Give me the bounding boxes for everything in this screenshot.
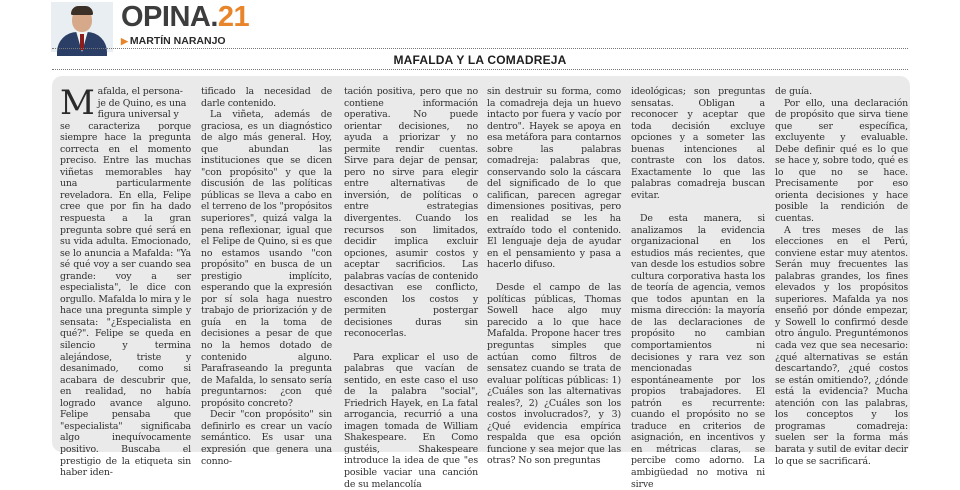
column-paragraph: La viñeta, además de graciosa, es un diagnóstico de algo más general. Hoy, que abundan las instituciones que se dicen "con propósito" y que la discusión de las políticas públicas se lleva a cabo en el terreno de los "propósitos superiores", quizá valga la pena reflexionar, igual que el Felipe de Quino, si es que no estamos usando "con propósito" en busca de un prestigio implícito, esperando que la expresión por sí sola haga nuestro trabajo de priorización y de guía en la toma de decisiones a pesar de que no la hemos dotado de contenido alguno. Parafraseando la pregunta de Mafalda, lo sensato sería preguntarnos: ¿con qué propósito concreto? [201,109,332,409]
column-paragraph: tación positiva, pero que no contiene información operativa. No puede orientar decisiones, no ayuda a priorizar y no permite rendir cuentas. Sirve para dejar de pensar, pero no sirve para elegir entre alternativas de inversión, de políticas o entre estrategias divergentes. Cuando los recursos son limitados, decidir implica excluir opciones, asumir costos y aceptar sacrificios. Las palabras vacías de contenido desactivan ese conflicto, esconden los costos y permiten postergar decisiones duras sin reconocerlas. [344,86,478,340]
section-logo-number: 21 [217,1,250,33]
drop-cap: M [60,83,95,123]
section-logo-word: OPINA [121,1,211,33]
article-column-1 [60,83,191,479]
column-paragraph: Decir "con propósito" sin definirlo es crear un vacío semántico. Es usar una expresión que genera una conno- [201,409,332,467]
author-byline [121,34,226,48]
article-column-6 [775,86,908,467]
author-name: MARTÍN NARANJO [129,35,226,47]
column-paragraph: Desde el campo de las políticas públicas, Thomas Sowell hace algo muy parecido a lo que hace Mafalda. Propone hacer tres preguntas simples que actúan como filtros de sensatez cuando se trata de evaluar políticas públicas: 1) ¿Cuáles son las alternativas reales?, 2) ¿Cuáles son los costos involucrados?, y 3) ¿Qué evidencia empírica respalda que esa opción funcione y sea mejor que las otras? No son preguntas [487,282,621,467]
article-title: MAFALDA Y LA COMADREJA [393,53,567,67]
section-logo-dot: . [210,1,218,33]
column-paragraph: De esta manera, si analizamos la evidencia organizacional en los estudios más recientes, que van desde los estudios sobre cultura corporativa hasta los de teoría de agencia, vemos que todos apuntan en la misma dirección: la mayoría de las declaraciones de propósito no cambian comportamientos ni decisiones y rara vez son mencionadas espontáneamente por los propios trabajadores. El patrón es recurrente: cuando el propósito no se traduce en criterios de asignación, en incentivos y en métricas claras, se percibe como adorno. La ambigüedad no motiva ni sirve [631,212,765,490]
article-column-2 [201,86,332,467]
author-photo-hair [71,6,93,15]
article-column-3 [344,86,478,490]
column-paragraph [60,83,191,479]
column-paragraph: Por ello, una declaración de propósito que sirva tiene que ser específica, excluyente y evaluable. Debe definir qué es lo que se hace y, sobre todo, qué es lo que no se hace. Precisamente por eso orienta decisiones y hace posible la rendición de cuentas. [775,97,908,225]
article-column-4 [487,86,621,467]
column-paragraph: Para explicar el uso de palabras que vacían de sentido, en este caso el uso de la palabra "social", Friedrich Hayek, en La fatal arrogancia, recurrió a una imagen tomada de William Shakespeare. En Como gustéis, Shakespeare introduce la idea de que "es posible vaciar una canción de su melancolía [344,351,478,490]
paragraph-text: afalda, el persona- je de Quino, es una figura universal y se caracteriza porque siempre hace la pregunta correcta en el momento preciso. Entre las muchas viñetas memorables hay una particularmente reveladora. En ella, Felipe cree que por fin ha dado respuesta a la gran pregunta sobre qué será en su vida adulta. Emocionado, se lo anuncia a Mafalda: "Ya sé qué voy a ser cuando sea grande: voy a ser especialista", le dice con orgullo. Mafalda lo mira y le hace una pregunta simple y sensata: "¿Especialista en qué?". Felipe se queda en silencio y termina alejándose, triste y desanimado, como si acabara de descubrir que, en realidad, no había logrado avance alguno. Felipe pensaba que "especialista" significaba algo inequívocamente positivo. Buscaba el prestigio de la etiqueta sin haber iden- [60,86,191,479]
author-photo [51,2,113,52]
title-rule-top [52,48,908,49]
column-paragraph: ideológicas; son preguntas sensatas. Obligan a reconocer y aceptar que toda decisión excluye opciones y a someter las buenas intenciones al contraste con los datos. Exactamente lo que las palabras comadreja buscan evitar. [631,86,765,201]
column-paragraph: sin destruir su forma, como la comadreja deja un huevo intacto por fuera y vacío por dentro". Hayek se apoya en esa metáfora para contarnos sobre las palabras comadreja: palabras que, conservando solo la cáscara del significado de lo que califican, parecen agregar dimensiones positivas, pero en realidad se les ha extraído todo el contenido. El lenguaje deja de ayudar en el pensamiento y pasa a hacerlo difuso. [487,86,621,271]
title-rule-bottom [52,69,908,70]
article-column-5 [631,86,765,490]
column-paragraph: A tres meses de las elecciones en el Perú, conviene estar muy atentos. Serán muy frecuentes las palabras grandes, los fines elevados y los propósitos superiores. Mafalda ya nos enseñó por dónde empezar, y Sowell lo confirmó desde otro ángulo. Preguntémonos cada vez que sea necesario: ¿qué alternativas se están descartando?, ¿qué costos se están omitiendo?, ¿dónde está la evidencia? Mucha atención con las palabras, los conceptos y los programas comadreja: suelen ser la forma más barata y sutil de evitar decir lo que se sacrificará. [775,224,908,467]
column-header [0,0,960,52]
column-paragraph: de guía. [775,86,812,97]
section-logo [121,2,249,32]
column-paragraph: tificado la necesidad de darle contenido. [201,86,332,109]
byline-arrow-icon: ▶ [121,36,128,46]
